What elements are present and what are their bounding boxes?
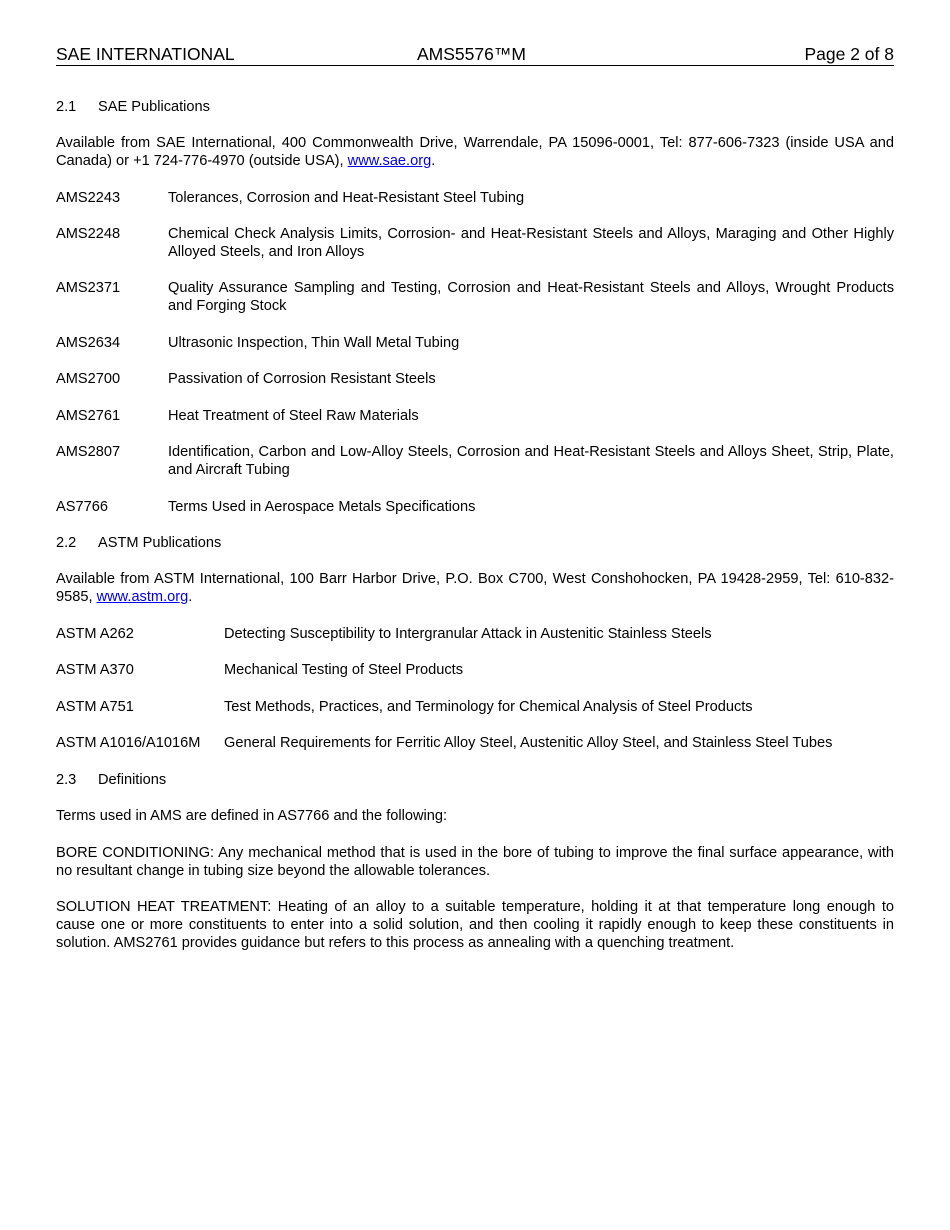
reference-code: AMS2248 [56,226,121,242]
reference-title: Mechanical Testing of Steel Products [224,662,464,678]
definition-solution-heat-treatment: SOLUTION HEAT TREATMENT: Heating of an alloy to a suitable temperature, holding it at that temperature long enough to cause one or more constituents to enter into a solid solution, and then cooling it rapidly enough to keep these constituents in solution. AMS2761 provides guidance but refers to this process as annealing with a quenching treatment. [56,899,894,951]
reference-code: AMS2243 [56,190,121,206]
reference-title: Heat Treatment of Steel Raw Materials [168,408,419,424]
reference-code: AMS2634 [56,335,121,351]
sae-availability-paragraph [56,134,894,170]
astm-website-link[interactable]: www.astm.org [96,589,189,605]
section-title: SAE Publications [98,99,210,115]
reference-title: Ultrasonic Inspection, Thin Wall Metal Tubing [168,335,460,351]
reference-code: ASTM A370 [56,662,134,678]
section-number: 2.2 [56,535,77,551]
section-title: Definitions [98,772,167,788]
reference-code: ASTM A1016/A1016M [56,735,201,751]
reference-title: Test Methods, Practices, and Terminology for Chemical Analysis of Steel Products [224,699,753,715]
astm-availability-text: Available from ASTM International, 100 Barr Harbor Drive, P.O. Box C700, West Conshohocken, PA 19428-2959, Tel: 610-832-9585, [56,571,894,605]
reference-code: AMS2700 [56,371,121,387]
section-heading-definitions [56,771,166,789]
reference-code: AMS2371 [56,280,121,296]
astm-availability-paragraph [56,570,894,606]
header-organization: SAE INTERNATIONAL [56,44,235,64]
astm-link-suffix: . [188,589,193,605]
reference-title: Terms Used in Aerospace Metals Specifications [168,499,476,515]
reference-code: ASTM A262 [56,626,134,642]
definition-bore-conditioning: BORE CONDITIONING: Any mechanical method that is used in the bore of tubing to improve the final surface appearance, with no resultant change in tubing size beyond the allowable tolerances. [56,845,894,879]
reference-title: General Requirements for Ferritic Alloy Steel, Austenitic Alloy Steel, and Stainless Steel Tubes [224,735,833,751]
reference-code: ASTM A751 [56,699,134,715]
sae-link-suffix: . [431,153,436,169]
definitions-intro: Terms used in AMS are defined in AS7766 and the following: [56,808,448,824]
section-number: 2.3 [56,772,77,788]
reference-code: AS7766 [56,499,108,515]
section-heading-sae [56,98,210,116]
header-page-number: Page 2 of 8 [804,44,894,64]
reference-code: AMS2807 [56,444,121,460]
reference-title: Chemical Check Analysis Limits, Corrosion- and Heat-Resistant Steels and Alloys, Maraging and Other Highly Alloyed Steels, and Iron Alloys [168,226,894,260]
sae-website-link[interactable]: www.sae.org [347,153,432,169]
section-number: 2.1 [56,99,77,115]
page-header [56,44,894,66]
reference-title: Quality Assurance Sampling and Testing, Corrosion and Heat-Resistant Steels and Alloys, Wrought Products and Forging Stock [168,280,894,314]
section-heading-astm [56,534,221,552]
reference-title: Identification, Carbon and Low-Alloy Steels, Corrosion and Heat-Resistant Steels and Alloys Sheet, Strip, Plate, and Aircraft Tubing [168,444,894,478]
reference-title: Passivation of Corrosion Resistant Steels [168,371,436,387]
reference-title: Detecting Susceptibility to Intergranular Attack in Austenitic Stainless Steels [224,626,712,642]
reference-title: Tolerances, Corrosion and Heat-Resistant Steel Tubing [168,190,525,206]
sae-availability-text: Available from SAE International, 400 Commonwealth Drive, Warrendale, PA 15096-0001, Tel: 877-606-7323 (inside USA and Canada) or +1 724-776-4970 (outside USA), [56,135,894,169]
header-document-number: AMS5576™M [417,44,526,64]
reference-code: AMS2761 [56,408,121,424]
section-title: ASTM Publications [98,535,222,551]
